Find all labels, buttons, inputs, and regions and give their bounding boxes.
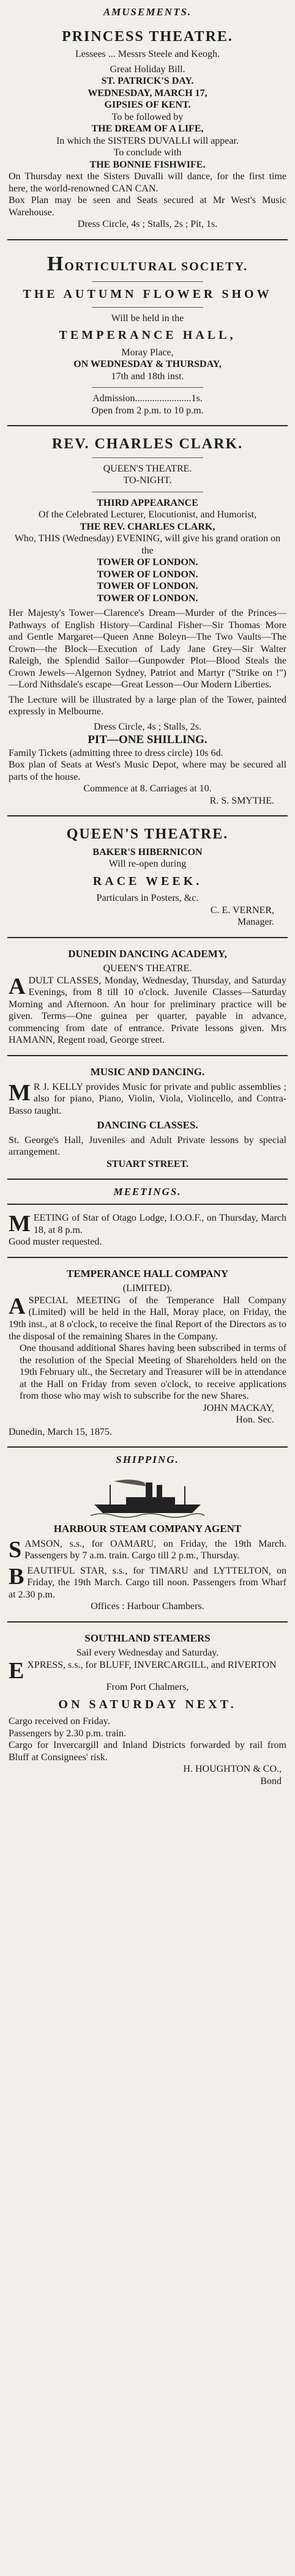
samson-text: AMSON, s.s., for OAMARU, on Friday, the 19th March. Passengers by 7 a.m. train. Cargo till 2 p.m., Thursday.: [24, 1538, 286, 1561]
southland-passengers: Passengers by 2.30 p.m. train.: [9, 1728, 126, 1739]
clark-box: Box plan of Seats at West's Music Depot, where may be secured all parts of the house.: [9, 760, 286, 782]
princess-conclude: To conclude with: [113, 147, 182, 158]
southland-from: From Port Chalmers,: [106, 1682, 189, 1693]
express-dropcap: E: [9, 1657, 24, 1684]
clark-celebrated: Of the Celebrated Lecturer, Elocutionist, and Humorist,: [38, 509, 257, 520]
southland-sail: Sail every Wednesday and Saturday.: [76, 1648, 219, 1659]
clark-tower-3: TOWER OF LONDON.: [97, 581, 198, 592]
steamship-icon: [89, 1476, 206, 1518]
music-classes: DANCING CLASSES.: [97, 1119, 198, 1131]
horticultural-days: ON WEDNESDAY & THURSDAY,: [73, 359, 222, 370]
music-body-text: R J. KELLY provides Music for private and public assemblies ; also for piano, Piano, Violin, Viola, Violincello, and Contra-Basso taught.: [9, 1081, 286, 1116]
oddfellows-dropcap: M: [9, 1211, 31, 1237]
music-dropcap: M: [9, 1079, 31, 1106]
oddfellows-ad: [7, 1204, 288, 1257]
clark-signed: R. S. SMYTHE.: [209, 795, 274, 806]
horticultural-dates: 17th and 18th inst.: [111, 371, 184, 382]
oddfellows-body-text: EETING of Star of Otago Lodge, I.O.O.F., on Thursday, March 18, at 8 p.m.: [33, 1213, 286, 1235]
harbour-offices: Offices : Harbour Chambers.: [91, 1601, 204, 1612]
oddfellows-body: [9, 1212, 286, 1236]
music-dancing-ad: [7, 1055, 288, 1179]
queens-reopen: Will re-open during: [108, 859, 187, 870]
queens-title: QUEEN'S THEATRE.: [66, 826, 229, 843]
princess-box: Box Plan may be seen and Seats secured at Mr West's Music Warehouse.: [9, 195, 286, 218]
temperance-dropcap: A: [9, 1293, 26, 1319]
southland-title: SOUTHLAND STEAMERS: [84, 1632, 211, 1644]
temperance-body-text: SPECIAL MEETING of the Temperance Hall Company (Limited) will be held in the Hall, Moray place, on Friday, the 19th inst., at 8 o'clock, to receive the final Report of the Directors as to the disposal of the remaining Shares in the Company.: [9, 1295, 286, 1342]
clark-family: Family Tickets (admitting three to dress circle) 10s 6d.: [9, 747, 223, 758]
clark-tower-2: TOWER OF LONDON.: [97, 569, 198, 580]
music-halls: St. George's Hall, Juveniles and Adult Private lessons by special arrangement.: [9, 1134, 286, 1158]
clark-times: Commence at 8. Carriages at 10.: [83, 783, 212, 794]
temperance-ad: [7, 1257, 288, 1446]
queens-sub: BAKER'S HIBERNICON: [92, 846, 203, 857]
horticultural-title-rest: ORTICULTURAL SOCIETY.: [64, 259, 248, 273]
temperance-role: Hon. Sec.: [236, 1415, 274, 1426]
southland-signed: H. HOUGHTON & CO.,: [183, 1764, 282, 1775]
princess-body: On Thursday next the Sisters Duvalli will dance, for the first time here, the world-renowned CAN CAN.: [9, 171, 286, 194]
southland-ad: [7, 1621, 288, 1796]
clark-title: REV. CHARLES CLARK.: [51, 436, 244, 453]
princess-fishwife: THE BONNIE FISHWIFE.: [89, 159, 206, 170]
clark-pit: PIT—ONE SHILLING.: [88, 733, 207, 747]
southland-note: Cargo for Invercargill and Inland Districts forwarded by rail from Bluff at Consignees' risk.: [9, 1740, 286, 1763]
horticultural-held: Will be held in the: [111, 313, 184, 324]
dancing-academy-ad: [7, 937, 288, 1055]
dancing-title: DUNEDIN DANCING ACADEMY,: [68, 947, 227, 960]
queens-role: Manager.: [237, 917, 274, 928]
horticultural-place: Moray Place,: [121, 347, 174, 358]
beautiful-text: EAUTIFUL STAR, s.s., for TIMARU and LYTTELTON, on Friday, the 19th March. Cargo till noon. Passengers from Wharf at 2.30 p.m.: [9, 1565, 286, 1600]
queens-signed: C. E. VERNER,: [210, 905, 274, 916]
oddfellows-note: Good muster requested.: [9, 1237, 102, 1248]
southland-cargo: Cargo received on Friday.: [9, 1716, 110, 1727]
princess-patricks: ST. PATRICK'S DAY.: [101, 76, 194, 87]
horticultural-dropcap: H: [47, 252, 65, 275]
princess-in-which: In which the SISTERS DUVALLI will appear.: [56, 135, 239, 146]
queens-race: RACE WEEK.: [92, 874, 203, 888]
harbour-ad: [7, 1471, 288, 1621]
clark-theatre: QUEEN'S THEATRE.: [103, 463, 192, 474]
temperance-title: TEMPERANCE HALL COMPANY: [66, 1267, 229, 1279]
clark-who: Who, THIS (Wednesday) EVENING, will give his grand oration on the: [14, 533, 281, 556]
music-body: [9, 1081, 286, 1117]
southland-sat: ON SATURDAY NEXT.: [58, 1697, 237, 1711]
princess-lessees: Lessees ... Messrs Steele and Keogh.: [75, 49, 220, 60]
meetings-heading: MEETINGS.: [7, 1179, 288, 1204]
clark-lecture: The Lecture will be illustrated by a large plan of the Tower, painted expressly in Melbourne.: [9, 694, 286, 717]
clark-prices: Dress Circle, 4s ; Stalls, 2s.: [94, 721, 201, 732]
temperance-date: Dunedin, March 15, 1875.: [9, 1426, 112, 1437]
temperance-limited: (LIMITED).: [122, 1283, 173, 1294]
express-entry: [9, 1657, 286, 1684]
clark-third: THIRD APPEARANCE: [97, 497, 198, 508]
clark-tower-1: TOWER OF LONDON.: [97, 557, 198, 568]
horticultural-ad: [7, 239, 288, 425]
music-street: STUART STREET.: [106, 1158, 189, 1169]
horticultural-hours: Open from 2 p.m. to 10 p.m.: [91, 405, 204, 416]
beautiful-star-entry: [9, 1565, 286, 1601]
dancing-body-text: DULT CLASSES, Monday, Wednesday, Thursday, and Saturday Evenings, from 8 till 10 o'clock. Juvenile Classes—Saturday Morning and Afternoon. An hour for preliminary practice will be given. Terms—One guinea per quarter, payable in advance, commencing from date of entrance. Private lessons given. Mrs HAMANN, Regent road, George street.: [9, 975, 286, 1046]
dancing-sub: QUEEN'S THEATRE.: [103, 963, 192, 974]
dancing-dropcap: A: [9, 973, 26, 999]
temperance-signed: JOHN MACKAY,: [203, 1402, 274, 1413]
princess-title: PRINCESS THEATRE.: [62, 28, 233, 45]
queens-particulars: Particulars in Posters, &c.: [96, 892, 199, 903]
express-text: XPRESS, s.s., for BLUFF, INVERCARGILL, and RIVERTON: [27, 1659, 277, 1670]
horticultural-admission: Admission.......................1s.: [92, 393, 203, 404]
southland-street: Bond: [260, 1775, 282, 1786]
harbour-title: HARBOUR STEAM COMPANY AGENT: [53, 1522, 242, 1534]
shipping-heading: SHIPPING.: [7, 1446, 288, 1471]
amusements-heading: AMUSEMENTS.: [103, 6, 192, 18]
clark-name: THE REV. CHARLES CLARK,: [80, 521, 215, 532]
princess-bill: Great Holiday Bill.: [110, 64, 185, 75]
princess-dream: THE DREAM OF A LIFE,: [91, 124, 204, 135]
samson-dropcap: S: [9, 1536, 22, 1563]
horticultural-hall: TEMPERANCE HALL,: [59, 328, 236, 342]
princess-theatre-ad: [7, 24, 288, 239]
horticultural-title: [9, 251, 286, 276]
beautiful-dropcap: B: [9, 1563, 24, 1590]
clark-ad: [7, 425, 288, 815]
temperance-body: [9, 1295, 286, 1342]
princess-play: GIPSIES OF KENT.: [104, 100, 191, 111]
princess-date: WEDNESDAY, MARCH 17,: [88, 87, 207, 98]
horticultural-show: THE AUTUMN FLOWER SHOW: [23, 287, 272, 302]
clark-tonight: TO-NIGHT.: [123, 475, 172, 486]
clark-synopsis: Her Majesty's Tower—Clarence's Dream—Murder of the Princes—Pathways of English History—Cardinal Fisher—Sir Thomas More and Gentle Margaret—Queen Anne Boleyn—The Two Vaults—The Crown—the Block—Execution of Lady Jane Grey—Sir Walter Raleigh, the Splendid Sailor—Gunpowder Plot—Blood Steals the Crown Jewels—Algernon Sydney, Patriot and Martyr ("Strike on !")—Lord Nithsdale's escape—Great Lesson—Our Modern Liberties.: [9, 608, 286, 690]
music-title: MUSIC AND DANCING.: [90, 1065, 205, 1078]
queens-theatre-ad: [7, 815, 288, 936]
dancing-body: [9, 975, 286, 1046]
clark-tower-4: TOWER OF LONDON.: [97, 593, 198, 604]
princess-followed: To be followed by: [111, 111, 184, 122]
samson-entry: [9, 1538, 286, 1562]
princess-prices: Dress Circle, 4s ; Stalls, 2s ; Pit, 1s.: [77, 219, 218, 230]
temperance-body-2: One thousand additional Shares having been subscribed in terms of the resolution of the Special Meeting of Shareholders held on the 19th February ult., the Secretary and Treasurer will be in attendance at the Hall on Friday from seven o'clock, to receive applications from those who may wish to subscribe for the new Shares.: [20, 1343, 286, 1402]
